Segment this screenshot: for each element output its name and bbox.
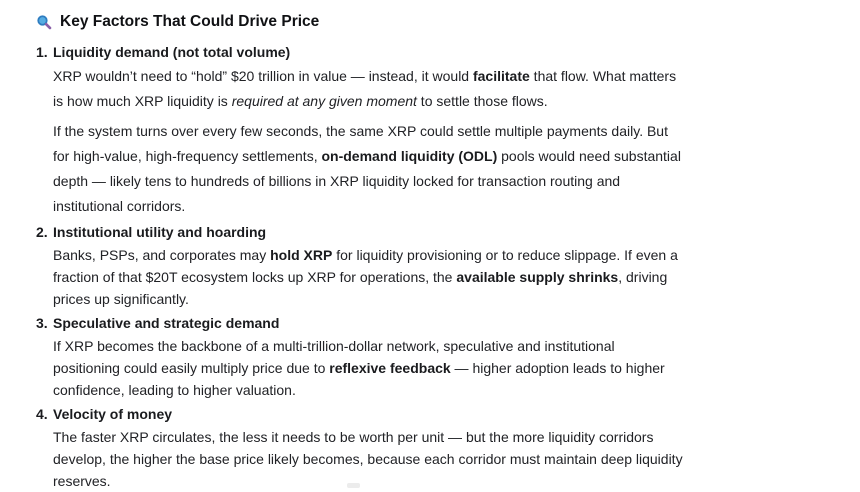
magnifier-handle [46, 24, 50, 28]
list-item-number: 1. [36, 44, 48, 60]
list-item-body [53, 403, 683, 492]
list-item-number: 3. [36, 315, 48, 331]
item-paragraph: If the system turns over every few seconds, the same XRP could settle multiple payments daily. But for high-value, high-frequency settlements, on-demand liquidity (ODL) pools would need substantial depth — likely tens to hundreds of billions in XRP liquidity locked for transaction routing and institutional corridors. [53, 123, 681, 214]
section-heading-text: Key Factors That Could Drive Price [60, 13, 320, 30]
list-item-title: Speculative and strategic demand [53, 315, 280, 331]
item-paragraph: Banks, PSPs, and corporates may hold XRP for liquidity provisioning or to reduce slippage. If even a fraction of that $20T ecosystem locks up XRP for operations, the available supply shrinks, driving prices up significantly. [53, 247, 678, 307]
list-item-title: Velocity of money [53, 406, 173, 422]
item-paragraph: If XRP becomes the backbone of a multi-trillion-dollar network, speculative and institutional positioning could easily multiply price due to reflexive feedback — higher adoption leads to higher confidence, leading to higher valuation. [53, 338, 665, 398]
list-item-number: 4. [36, 406, 48, 422]
key-factors-list [36, 41, 696, 492]
list-item-body [53, 312, 683, 401]
magnifier-icon [36, 14, 52, 30]
list-item [36, 41, 696, 219]
item-paragraph: XRP wouldn’t need to “hold” $20 trillion in value — instead, it would facilitate that flow. What matters is how much XRP liquidity is required at any given moment to settle those flows. [53, 68, 677, 109]
item-paragraph: The faster XRP circulates, the less it needs to be worth per unit — but the more liquidity corridors develop, the higher the base price likely becomes, because each corridor must maintain deep liquidity reserves. [53, 429, 683, 489]
list-item [36, 312, 696, 401]
list-item-body [53, 41, 683, 219]
partial-scrolled-element [347, 483, 360, 488]
list-item-body [53, 221, 683, 310]
section-heading [36, 11, 696, 33]
list-item [36, 403, 696, 492]
list-item-title: Institutional utility and hoarding [53, 224, 267, 240]
list-item-title: Liquidity demand (not total volume) [53, 44, 291, 60]
list-item [36, 221, 696, 310]
list-item-number: 2. [36, 224, 48, 240]
